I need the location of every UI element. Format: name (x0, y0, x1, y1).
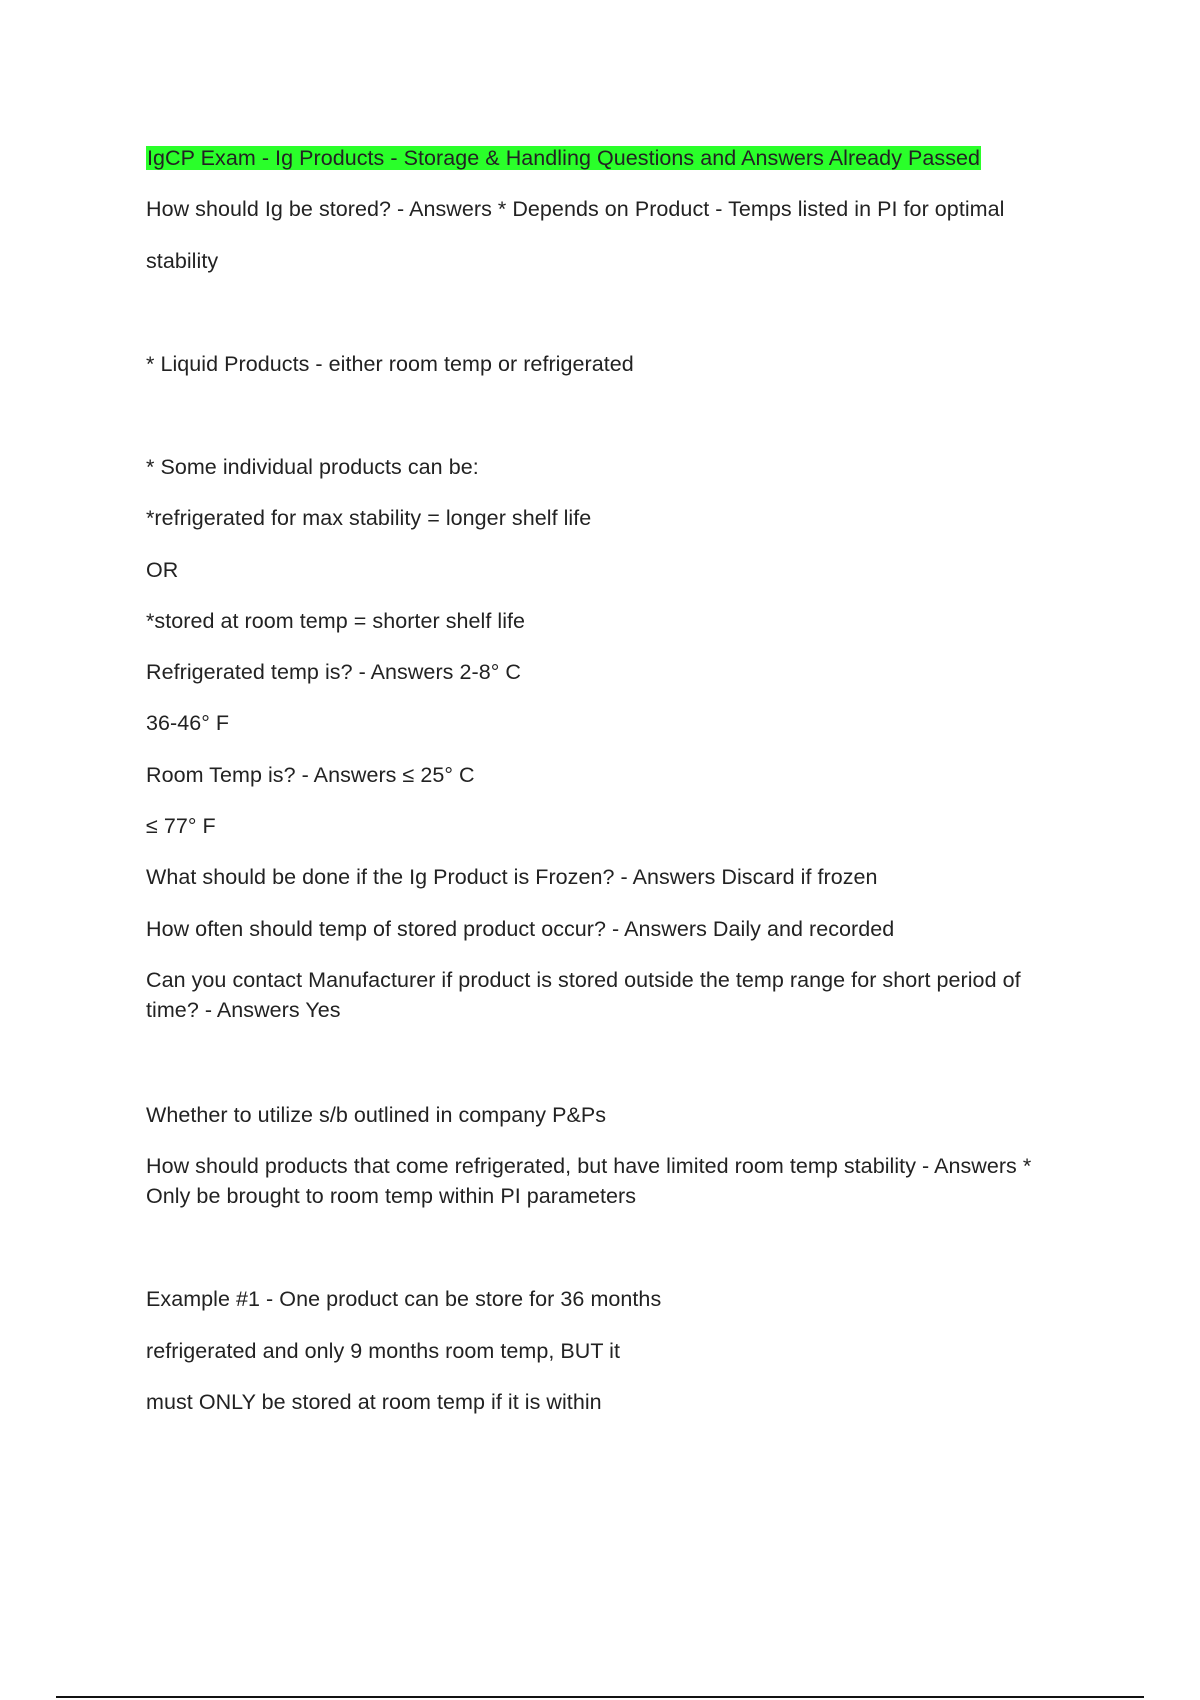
text-line: must ONLY be stored at room temp if it is within (146, 1390, 602, 1414)
text-line: 36-46° F (146, 711, 230, 735)
text-line: *refrigerated for max stability = longer shelf life (146, 506, 592, 530)
text-line: Refrigerated temp is? - Answers 2-8° C (146, 660, 521, 684)
text-line: *stored at room temp = shorter shelf life (146, 609, 526, 633)
text-line: How should Ig be stored? - Answers * Depends on Product - Temps listed in PI for optimal (146, 197, 1005, 221)
text-line: ≤ 77° F (146, 814, 216, 838)
title-highlight: IgCP Exam - Ig Products - Storage & Handling Questions and Answers Already Passed (147, 146, 981, 170)
text-line: Example #1 - One product can be store for 36 months (146, 1287, 662, 1311)
text-line: * Liquid Products - either room temp or refrigerated (146, 352, 634, 376)
text-paragraph: Can you contact Manufacturer if product is stored outside the temp range for short period of time? - Answers Yes (146, 968, 1021, 1022)
text-paragraph: How should products that come refrigerated, but have limited room temp stability - Answers * Only be brought to room temp within PI parameters (146, 1154, 1032, 1208)
text-line: Whether to utilize s/b outlined in company P&Ps (146, 1103, 607, 1127)
text-line: * Some individual products can be: (146, 455, 479, 479)
text-line: How often should temp of stored product occur? - Answers Daily and recorded (146, 917, 895, 941)
document-title (146, 143, 981, 173)
page-bottom-divider (56, 1696, 1144, 1698)
text-line: What should be done if the Ig Product is Frozen? - Answers Discard if frozen (146, 865, 878, 889)
text-line: refrigerated and only 9 months room temp, BUT it (146, 1339, 621, 1363)
text-line: stability (146, 249, 219, 273)
text-line: Room Temp is? - Answers ≤ 25° C (146, 763, 475, 787)
text-line: OR (146, 558, 179, 582)
